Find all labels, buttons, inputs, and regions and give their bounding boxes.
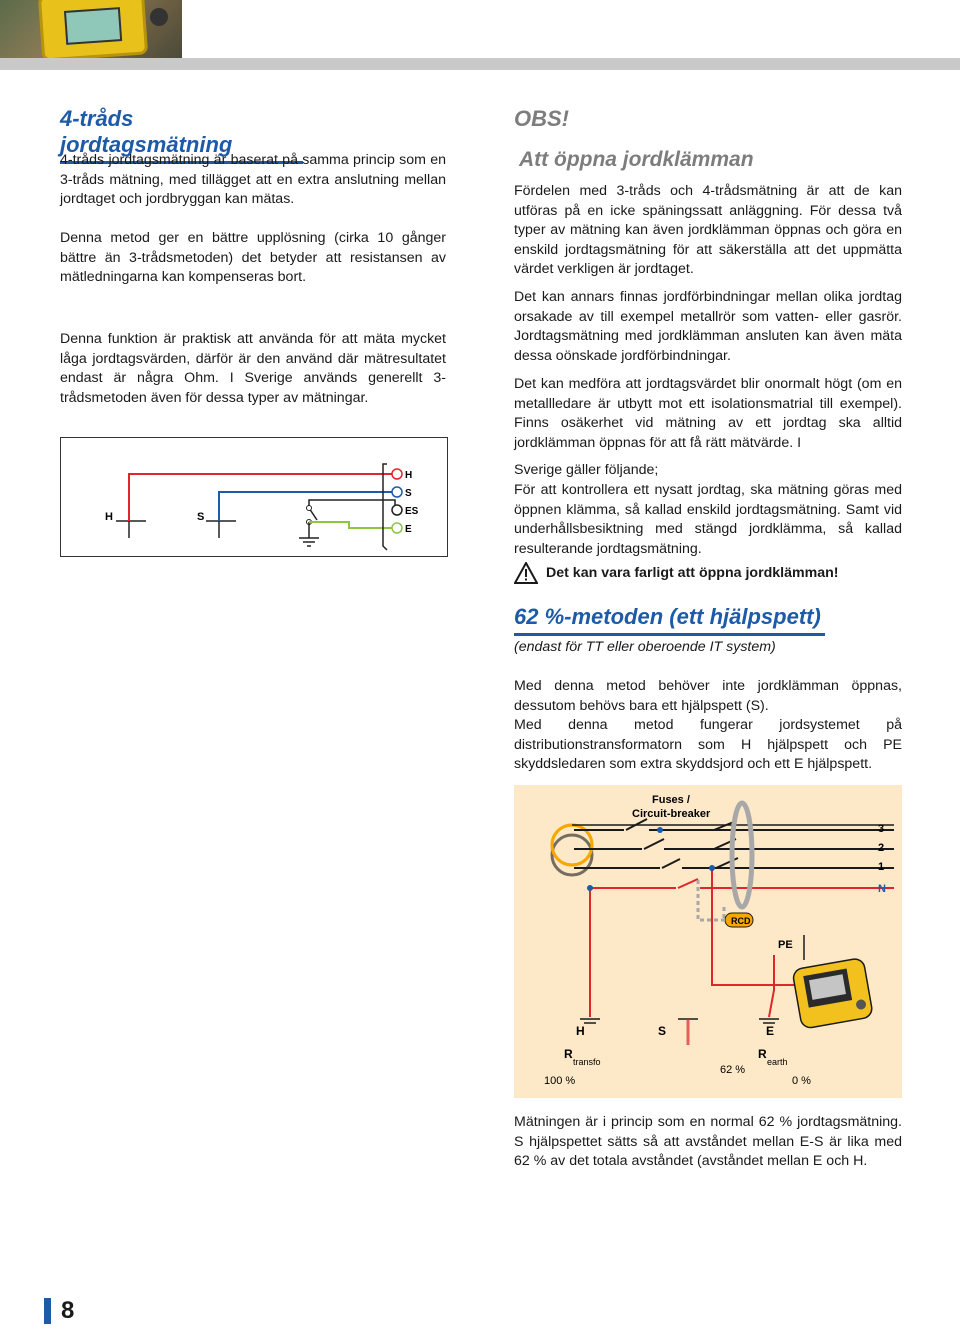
paragraph-obs-5: För att kontrollera ett nysatt jordtag, ska mätning göras med öppnen klämma, så kallad enskild jordtagsmätning. Samt vid underhållsbesiktning med stängd jordklämma, så kallad resulterande jordtagsmätning. (514, 482, 902, 557)
d2-phase-2: 2 (878, 842, 885, 854)
d2-r-earth: R (758, 1047, 767, 1061)
d2-phase-1: 1 (878, 861, 885, 873)
page-number-bar (44, 1298, 51, 1324)
paragraph-62-2: Med denna metod fungerar jordsystemet på distributionstransformatorn som H hjälpspett och PE skyddsledaren som extra skyddsjord och ett E hjälpspett. (514, 717, 902, 773)
d2-fuses-line1: Fuses / (652, 794, 690, 806)
obs-heading: OBS! (514, 106, 569, 131)
paragraph-1: 4-tråds jordtagsmätning är baserat på samma princip som en 3-tråds mätning, med tillägget att en extra anslutning mellan jordtaget och jordbryggan kan mätas. (60, 152, 446, 208)
d2-probe-e: E (766, 1024, 775, 1038)
d2-r-transfo-sub: transfo (573, 1057, 601, 1067)
d1-label-s: S (197, 511, 205, 523)
d2-pe-label: PE (778, 939, 793, 951)
d2-phase-3: 3 (878, 823, 885, 835)
page-number (44, 1297, 74, 1325)
paragraph-2: Denna metod ger en bättre upplösning (cirka 10 gånger bättre än 3-trådsmetoden) det betyder att resistansen av mätledningarna kan kompenseras bort. (60, 230, 446, 286)
d2-phase-n: N (878, 883, 886, 895)
d2-pct-100: 100 % (544, 1075, 576, 1087)
d1-label-h: H (105, 511, 113, 523)
d2-probe-h: H (576, 1024, 585, 1038)
paragraph-62-3: Mätningen är i princip som en normal 62 % jordtagsmätning. S hjälpspettet sätts så att avståndet mellan E-S är lika med 62 % av det totala avståndet (avståndet mellan E och H. (514, 1114, 902, 1170)
d1-term-es: ES (405, 506, 419, 517)
paragraph-62-1: Med denna metod behöver inte jordklämman öppnas, dessutom behövs bara ett hjälpspett (S). (514, 678, 902, 714)
d2-pct-0: 0 % (792, 1075, 811, 1087)
system-note: (endast för TT eller oberoende IT system) (514, 639, 776, 655)
paragraph-obs-4: Sverige gäller följande; (514, 462, 659, 478)
header-gray-strip (0, 58, 960, 70)
paragraph-obs-1: Fördelen med 3-tråds och 4-trådsmätning är att de kan utföras på en icke späningssatt anläggning. För dessa två typer av mätning kan även jordklämman öppnas och göra en enskild jordtagsmätning för att säkerställa att det uppmätta värdet verkligen är jordtaget. (514, 183, 902, 278)
paragraph-3: Denna funktion är praktisk att använda för att mäta mycket låga jordtagsvärden, därför är den använd där mätresultatet endast är några Ohm. I Sverige används generellt 3-trådsmetoden även för dessa typer av mätningar. (60, 331, 446, 406)
subheading-jordklamma: Att öppna jordklämman (519, 148, 754, 171)
warning-text: Det kan vara farligt att öppna jordklämman! (546, 565, 839, 581)
d2-probe-s: S (658, 1024, 667, 1038)
d2-r-transfo: R (564, 1047, 573, 1061)
section-title-4-trads: 4-tråds jordtagsmätning (60, 106, 303, 158)
d1-term-s: S (405, 488, 412, 499)
header-photo (0, 0, 182, 58)
sixty-two-percent-diagram (514, 785, 902, 1098)
d2-fuses-line2: Circuit-breaker (632, 808, 711, 820)
d1-term-e: E (405, 524, 412, 535)
d1-term-h: H (405, 470, 413, 481)
paragraph-obs-3: Det kan medföra att jordtagsvärdet blir onormalt högt (om en metallledare är utbytt mot ett isolationsmatrial till exempel). Finns osäkerhet vid mätning av ett jordtag ska alltid jordklämman öppnas för att få rätt mätvärde. I (514, 376, 902, 451)
paragraph-obs-2: Det kan annars finnas jordförbindningar mellan olika jordtag orsakade av till exempel metallrör som vatten- eller gasrör. Jordtagsmätning med jordklämman ansluten kan även mäta dessa oönskade jordförbindningar. (514, 289, 902, 364)
d2-rcd-label: RCD (731, 916, 751, 926)
warning-note (514, 562, 839, 584)
warning-icon (514, 562, 538, 584)
four-wire-diagram (60, 437, 448, 557)
d2-r-earth-sub: earth (767, 1057, 788, 1067)
section-title-62-metoden: 62 %-metoden (ett hjälpspett) (514, 604, 825, 630)
d2-pct-62: 62 % (720, 1064, 746, 1076)
page-number-value: 8 (61, 1297, 75, 1324)
